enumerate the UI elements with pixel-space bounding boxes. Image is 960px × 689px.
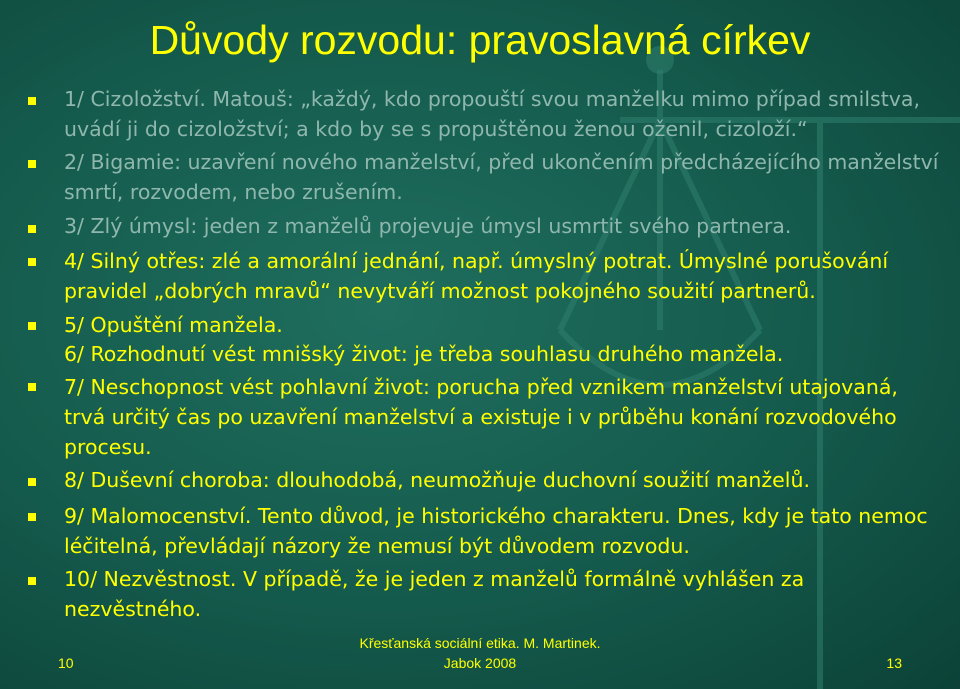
bullet-icon — [28, 383, 36, 391]
slide-title: Důvody rozvodu: pravoslavná církev — [149, 17, 811, 63]
bullet-icon — [28, 97, 36, 105]
bullet-icon — [28, 513, 36, 521]
page-number: 13 — [886, 655, 902, 671]
footer-line-1: Křesťanská sociální etika. M. Martinek. — [359, 635, 601, 651]
footer-caption — [0, 633, 960, 673]
bullet-icon — [28, 258, 36, 266]
bullet-icon — [28, 322, 36, 330]
list-item: 9/ Malomocenství. Tento důvod, je historického charakteru. Dnes, kdy je tato nemoc léčitelná, převládají názory že nemusí být důvodem rozvodu. — [64, 504, 928, 558]
list-item: 1/ Cizoložství. Matouš: „každý, kdo propouští svou manželku mimo případ smilstva, uvádí ji do cizoložství; a kdo by se s propuštěnou ženou oženil, cizoloží.“ — [64, 87, 920, 141]
footer-line-2: Jabok 2008 — [443, 655, 517, 671]
bullet-icon — [28, 478, 36, 486]
list-item: 4/ Silný otřes: zlé a amorální jednání, např. úmyslný potrat. Úmyslné porušování pravidel „dobrých mravů“ nevytváří možnost pokojného soužití partnerů. — [64, 249, 889, 303]
list-item: 2/ Bigamie: uzavření nového manželství, před ukončením předcházejícího manželství smrtí, rozvodem, nebo zrušením. — [64, 150, 939, 204]
list-item: 7/ Neschopnost vést pohlavní život: porucha před vznikem manželství utajovaná, trvá určitý čas po uzavření manželství a existuje i v průběhu konání rozvodového procesu. — [64, 375, 898, 459]
bullet-icon — [28, 160, 36, 168]
list-item: 8/ Duševní choroba: dlouhodobá, neumožňuje duchovní soužití manželů. — [64, 468, 810, 492]
footer-left-number: 10 — [58, 655, 74, 671]
list-item: 6/ Rozhodnutí vést mnišský život: je třeba souhlasu druhého manžela. — [64, 342, 784, 366]
list-item: 5/ Opuštění manžela. — [64, 313, 283, 337]
bullet-icon — [28, 225, 36, 233]
list-item: 3/ Zlý úmysl: jeden z manželů projevuje úmysl usmrtit svého partnera. — [64, 214, 792, 238]
list-item: 10/ Nezvěstnost. V případě, že je jeden z manželů formálně vyhlášen za nezvěstného. — [64, 567, 805, 621]
bullet-icon — [28, 577, 36, 585]
